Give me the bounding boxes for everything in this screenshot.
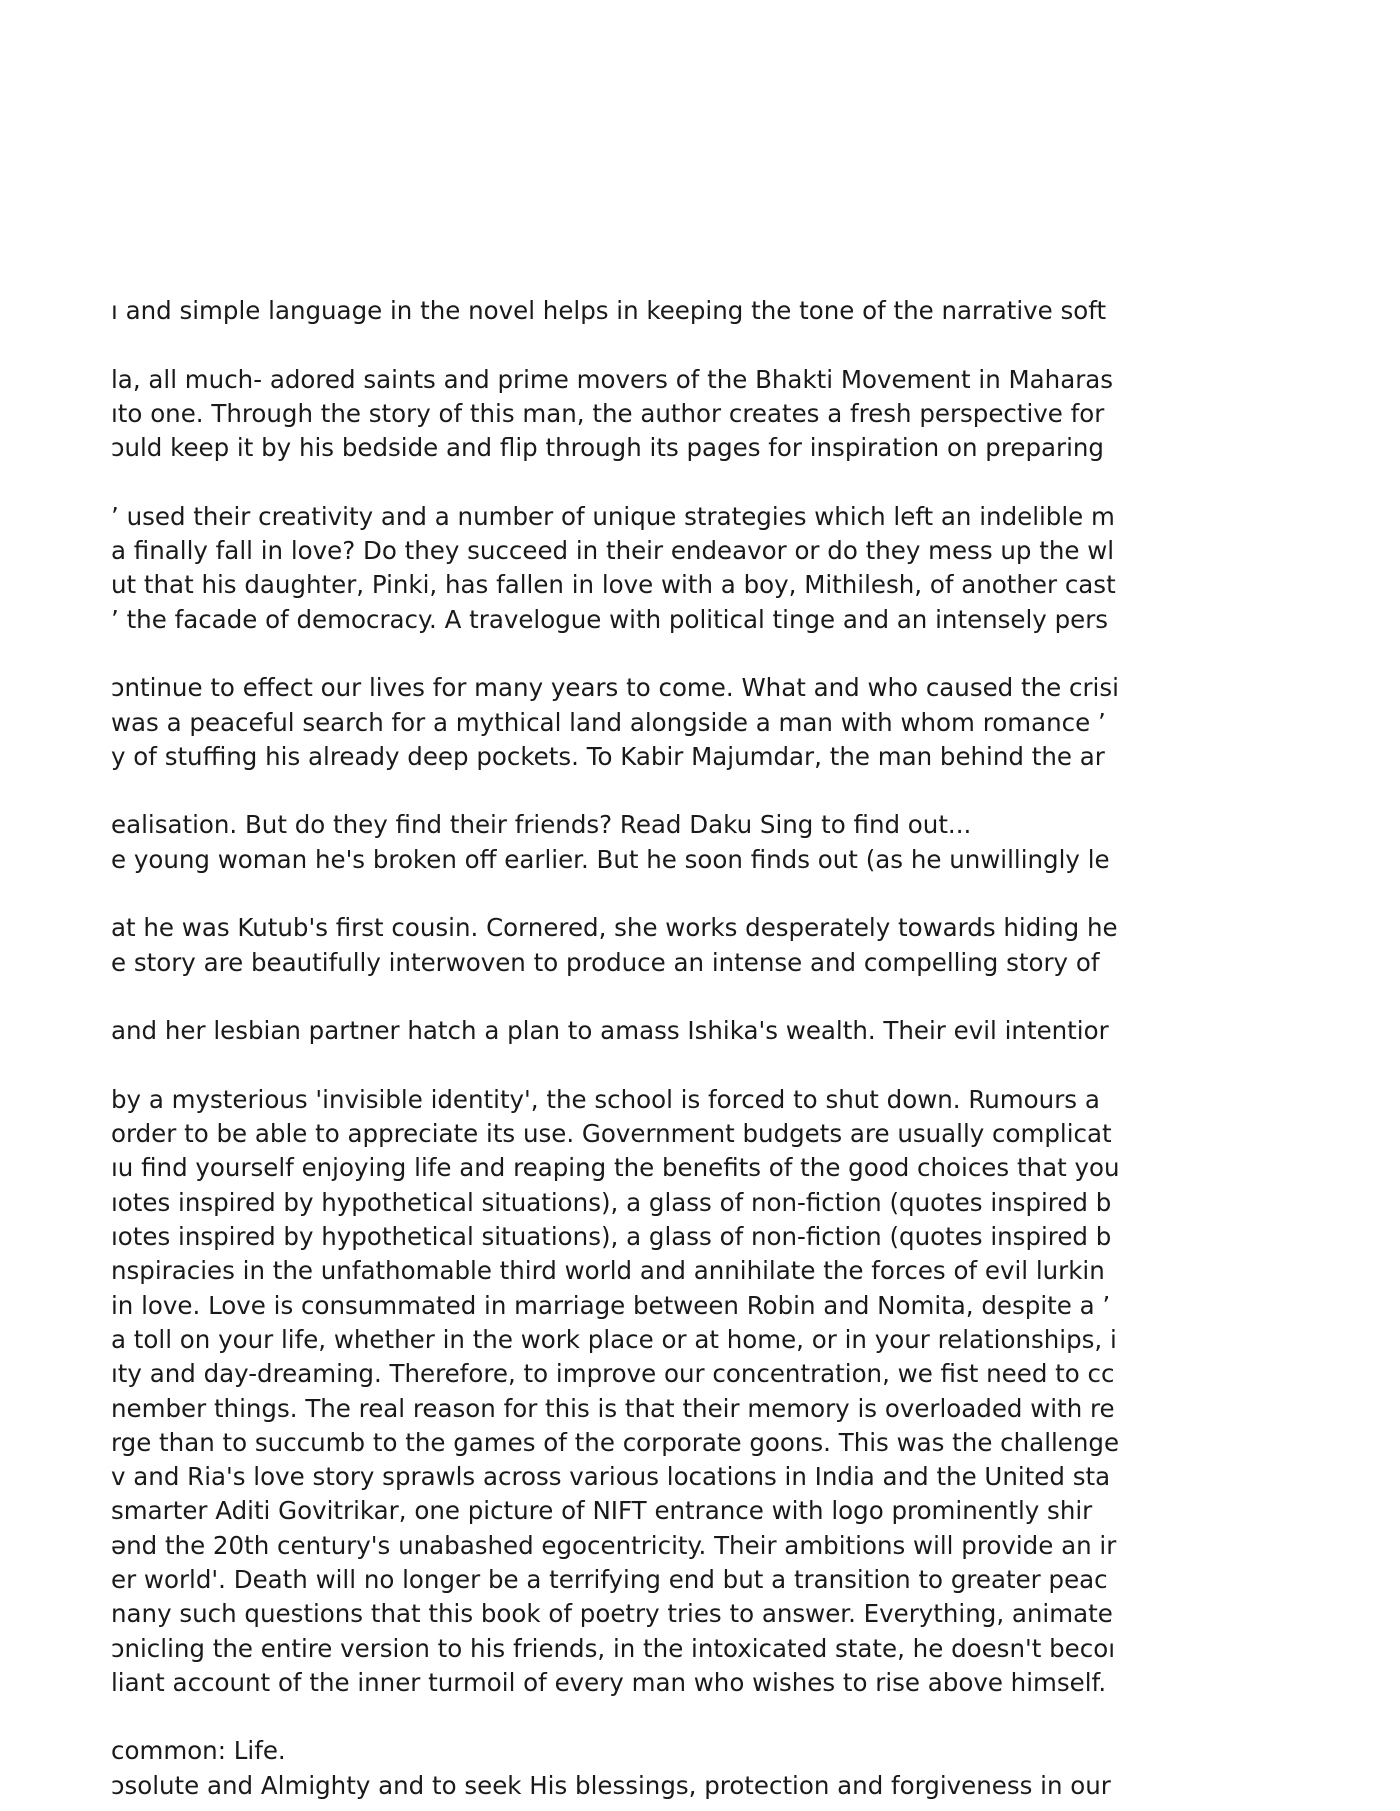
text-line: at he was Kutub's first cousin. Cornered, she works desperately towards hiding he [111,913,1118,943]
paragraph-gap [111,328,1141,362]
text-line: by a mysterious 'invisible identity', the school is forced to shut down. Rumours a [111,1084,1100,1114]
text-line: ənd the 20th century's unabashed egocentricity. Their ambitions will provide an ir [111,1530,1117,1560]
text-line: ɔntinue to effect our lives for many years to come. What and who caused the crisi [111,673,1119,703]
paragraph-gap [111,1700,1141,1734]
text-line: nspiracies in the unfathomable third world and annihilate the forces of evil lurkin [111,1256,1105,1286]
text-line: smarter Aditi Govitrikar, one picture of NIFT entrance with logo prominently shir [111,1496,1093,1526]
text-line: nany such questions that this book of poetry tries to answer. Everything, animate [111,1599,1113,1629]
text-line: y of stuffing his already deep pockets. To Kabir Majumdar, the man behind the ar [111,741,1105,771]
text-line: ’ the facade of democracy. A travelogue with political tinge and an intensely pers [111,604,1109,634]
text-line: was a peaceful search for a mythical land alongside a man with whom romance ’ [111,707,1106,737]
text-line: order to be able to appreciate its use. Government budgets are usually complicat [111,1119,1112,1149]
paragraph-gap [111,980,1141,1014]
text-line: a finally fall in love? Do they succeed in their endeavor or do they mess up the wl [111,536,1115,566]
text-line: common: Life. [111,1736,286,1766]
text-line: er world'. Death will no longer be a terrifying end but a transition to greater peac [111,1564,1108,1594]
text-line: in love. Love is consummated in marriage between Robin and Nomita, despite a ’ [111,1290,1111,1320]
text-line: e young woman he's broken off earlier. But he soon finds out (as he unwillingly le [111,844,1110,874]
text-line: ealisation. But do they find their friends? Read Daku Sing to find out... [111,810,972,840]
text-line: ıu find yourself enjoying life and reaping the benefits of the good choices that you [111,1153,1120,1183]
text-line: and her lesbian partner hatch a plan to amass Ishika's wealth. Their evil intentior [111,1016,1109,1046]
paragraph-gap [111,1049,1141,1083]
text-line: liant account of the inner turmoil of every man who wishes to rise above himself. [111,1667,1107,1697]
text-line: ɔuld keep it by his bedside and flip through its pages for inspiration on preparing [111,433,1104,463]
text-line: ıty and day-dreaming. Therefore, to improve our concentration, we fist need to cc [111,1359,1115,1389]
text-line: la, all much- adored saints and prime movers of the Bhakti Movement in Maharas [111,364,1114,394]
paragraph-gap [111,637,1141,671]
text-line: ıotes inspired by hypothetical situations), a glass of non-fiction (quotes inspired b [111,1222,1112,1252]
text-line: e story are beautifully interwoven to produce an intense and compelling story of [111,947,1100,977]
text-column [111,294,1141,1803]
text-line: v and Ria's love story sprawls across various locations in India and the United sta [111,1462,1111,1492]
text-line: ı and simple language in the novel helps in keeping the tone of the narrative soft [111,296,1107,325]
paragraph-gap [111,774,1141,808]
text-line: a toll on your life, whether in the work place or at home, or in your relationships, i [111,1324,1117,1354]
paragraph-gap [111,465,1141,499]
text-line: ıto one. Through the story of this man, the author creates a fresh perspective for [111,398,1105,428]
text-line: ıotes inspired by hypothetical situations), a glass of non-fiction (quotes inspired b [111,1187,1112,1217]
paragraph-gap [111,877,1141,911]
text-line: ’ used their creativity and a number of unique strategies which left an indelible m [111,501,1115,531]
text-line: ɔsolute and Almighty and to seek His blessings, protection and forgiveness in our [111,1770,1111,1800]
text-line: rge than to succumb to the games of the corporate goons. This was the challenge [111,1427,1120,1457]
text-line: ɔnicling the entire version to his friends, in the intoxicated state, he doesn't becoı [111,1633,1115,1663]
text-line: nember things. The real reason for this is that their memory is overloaded with re [111,1393,1115,1423]
text-line: ut that his daughter, Pinki, has fallen in love with a boy, Mithilesh, of another cast [111,570,1116,600]
